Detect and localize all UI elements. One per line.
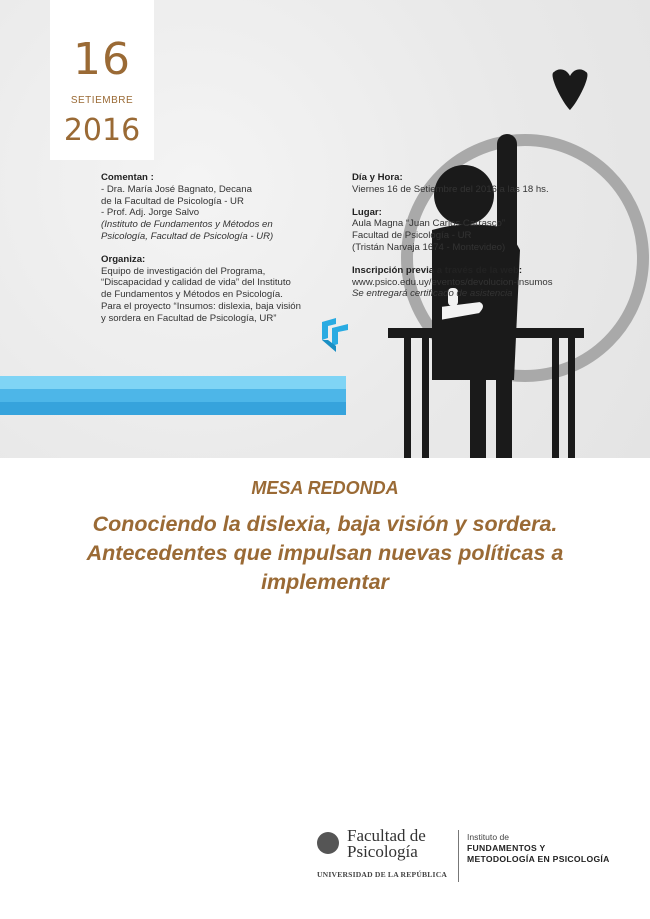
footer-divider [458,830,459,882]
comentan-label: Comentan : [101,172,154,183]
comentan-line: - Dra. María José Bagnato, Decana [101,183,252,195]
heart-icon [553,69,588,110]
dia-hora-value: Viernes 16 de Setiembre del 2016 a las 18 hs. [352,183,549,195]
date-month: SETIEMBRE [70,95,134,106]
event-type: MESA REDONDA [251,478,399,498]
organiza-line: Para el proyecto “Insumos: dislexia, baja visión [101,300,301,312]
organiza-label: Organiza: [101,253,146,265]
faculty-name-line1: Facultad de [347,826,426,845]
university-name: UNIVERSIDAD DE LA REPÚBLICA [317,870,448,879]
event-title: Conociendo la dislexia, baja visión y sordera. Antecedentes que impulsan nuevas políticas a implementar [86,512,564,594]
institute-small: Instituto de [467,832,510,842]
inscripcion-url[interactable]: www.psico.edu.uy/eventos/devolucion-insumos [352,276,553,288]
institute-name [467,832,610,865]
lugar-line: Aula Magna “Juan Carlos Carrasco” [352,218,506,230]
institute-line1: FUNDAMENTOS Y [467,843,546,853]
date-day: 16 [73,34,131,85]
comentan-affiliation: Psicología, Facultad de Psicología - UR) [101,230,274,242]
comentan-line: de la Facultad de Psicología - UR [101,195,244,207]
inscripcion-label: Inscripción previa a través de la web: [352,264,523,276]
faculty-name [347,828,426,860]
organiza-line: Equipo de investigación del Programa, [101,265,266,277]
lugar-line: (Tristán Narvaja 1674 - Montevideo) [352,241,506,253]
faculty-name-line2: Psicología [347,842,418,861]
organiza-line: “Discapacidad y calidad de vida” del Instituto [101,277,291,289]
left-column [101,172,341,325]
stripe-mid [0,389,346,402]
institute-line2: METODOLOGÍA EN PSICOLOGÍA [467,854,610,864]
lugar-line: Facultad de Psicología - UR [352,230,472,242]
faculty-logo-icon [317,832,339,854]
inscripcion-note: Se entregará certificado de asistencia [352,288,513,300]
blue-stripes [0,376,346,415]
date-box [50,0,154,160]
comentan-affiliation: (Instituto de Fundamentos y Métodos en [101,219,273,231]
organiza-line: y sordera en Facultad de Psicología, UR” [101,312,277,324]
footer-logos [317,828,637,888]
organiza-line: de Fundamentos y Métodos en Psicología. [101,289,283,301]
lugar-label: Lugar: [352,206,382,218]
dia-hora-label: Día y Hora: [352,172,403,183]
comentan-line: - Prof. Adj. Jorge Salvo [101,207,200,219]
stripe-light [0,376,346,389]
right-column [352,172,612,300]
date-year: 2016 [63,113,141,148]
stripe-dark [0,402,346,415]
